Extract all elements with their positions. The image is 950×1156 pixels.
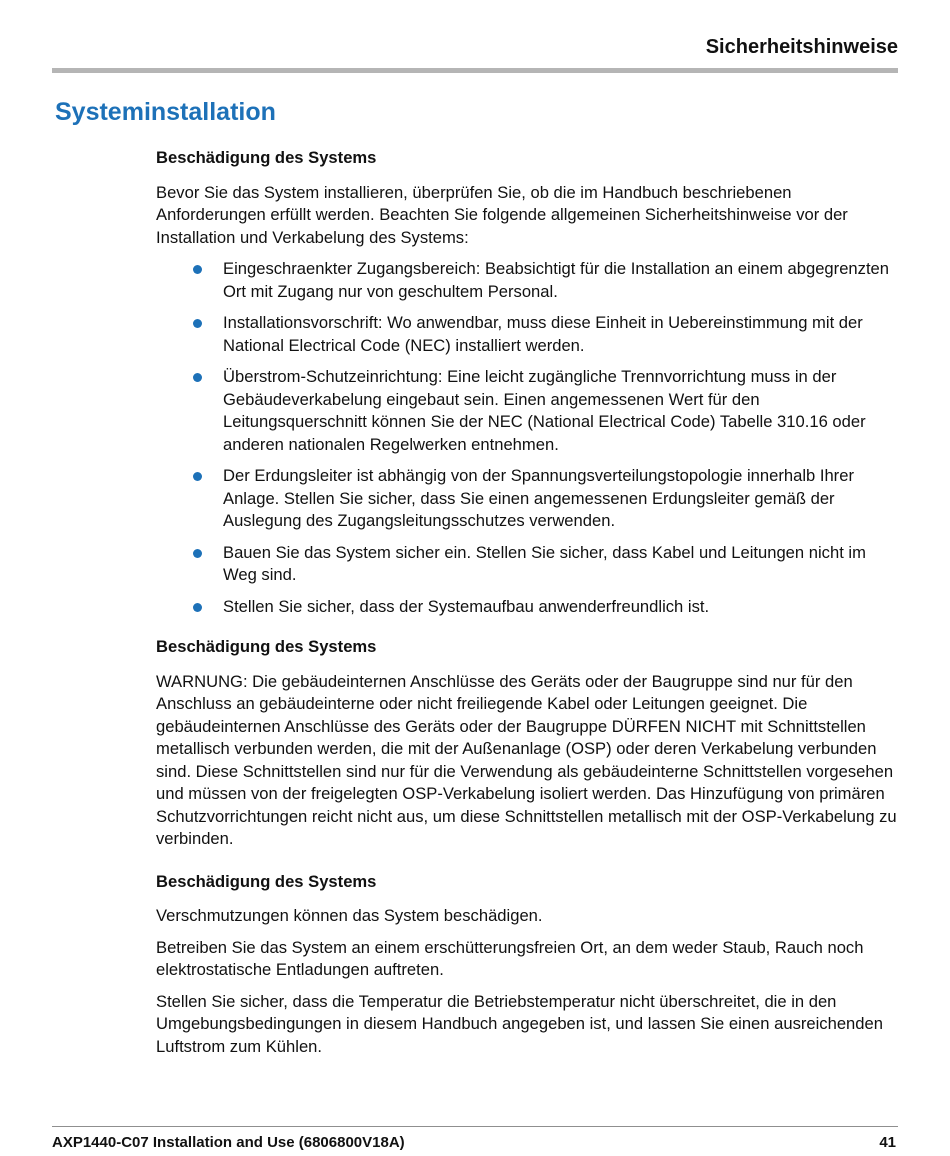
- list-item: [156, 366, 898, 456]
- section-title: Systeminstallation: [55, 98, 276, 126]
- bullet-dot-icon: [193, 265, 202, 274]
- footer-document-title: AXP1440-C07 Installation and Use (6806800V18A): [52, 1134, 405, 1151]
- bullet-dot-icon: [193, 603, 202, 612]
- warning-paragraph: WARNUNG: Die gebäudeinternen Anschlüsse des Geräts oder der Baugruppe sind nur für den Anschluss an gebäudeinterne oder nicht freiliegende Kabel oder Leitungen geeignet. Die gebäudeinternen Anschlüsse des Geräts oder der Baugruppe DÜRFEN NICHT mit Schnittstellen metallisch verbunden werden, die mit der Außenanlage (OSP) oder deren Verkabelung verbunden sind. Diese Schnittstellen sind nur für die Verwendung als gebäudeinterne Schnittstellen vorgesehen und müssen von der freigelegten OSP-Verkabelung isoliert werden. Das Hinzufügung von primären Schutzvorrichtungen reicht nicht aus, um diese Schnittstellen metallisch mit der OSP-Verkabelung zu verbinden.: [156, 671, 897, 848]
- bullet-dot-icon: [193, 549, 202, 558]
- bullet-dot-icon: [193, 472, 202, 481]
- bullet-list: [156, 258, 898, 618]
- list-item: [156, 465, 898, 533]
- body-paragraph: Bevor Sie das System installieren, überprüfen Sie, ob die im Handbuch beschriebenen Anforderungen erfüllt werden. Beachten Sie folgende allgemeinen Sicherheitshinweise vor der Installation und Verkabelung des Systems:: [156, 182, 848, 247]
- list-item-text: Installationsvorschrift: Wo anwendbar, muss diese Einheit in Uebereinstimmung mit der National Electrical Code (NEC) installiert werden.: [223, 313, 863, 355]
- list-item-text: Überstrom-Schutzeinrichtung: Eine leicht zugängliche Trennvorrichtung muss in der Gebäudeverkabelung eingebaut sein. Einen angemessenen Wert für den Leitungsquerschnitt können Sie der NEC (National Electrical Code) Tabelle 310.16 oder anderen nationalen Regelwerken entnehmen.: [223, 367, 866, 454]
- list-item: [156, 596, 898, 619]
- running-header-title: Sicherheitshinweise: [705, 36, 898, 58]
- bullet-dot-icon: [193, 373, 202, 382]
- content-block-1: [156, 147, 898, 618]
- list-item: [156, 258, 898, 303]
- page-number: 41: [879, 1134, 896, 1151]
- header-divider: [52, 68, 898, 73]
- list-item: [156, 542, 898, 587]
- block-heading: Beschädigung des Systems: [156, 871, 377, 891]
- footer-divider: [52, 1126, 898, 1127]
- list-item: [156, 312, 898, 357]
- block-heading: Beschädigung des Systems: [156, 148, 377, 167]
- page-body: [156, 147, 898, 1067]
- body-paragraph: Stellen Sie sicher, dass die Temperatur die Betriebstemperatur nicht überschreitet, die in den Umgebungsbedingungen in diesem Handbuch angegeben ist, und lassen Sie einen ausreichenden Luftstrom zum Kühlen.: [156, 991, 883, 1056]
- bullet-dot-icon: [193, 319, 202, 328]
- content-block-3: [156, 871, 898, 1059]
- content-block-2: [156, 636, 898, 851]
- list-item-text: Stellen Sie sicher, dass der Systemaufbau anwenderfreundlich ist.: [223, 596, 710, 616]
- list-item-text: Bauen Sie das System sicher ein. Stellen Sie sicher, dass Kabel und Leitungen nicht im Weg sind.: [223, 542, 866, 584]
- list-item-text: Eingeschraenkter Zugangsbereich: Beabsichtigt für die Installation an einem abgegrenzten Ort mit Zugang nur von geschultem Personal.: [223, 259, 890, 301]
- list-item-text: Der Erdungsleiter ist abhängig von der Spannungsverteilungstopologie innerhalb Ihrer Anlage. Stellen Sie sicher, dass Sie einen angemessenen Erdungsleiter gemäß der Auslegung des Zugangsleitungsschutzes verwenden.: [223, 466, 854, 530]
- block-heading: Beschädigung des Systems: [156, 637, 377, 656]
- body-paragraph: Betreiben Sie das System an einem erschütterungsfreien Ort, an dem weder Staub, Rauch noch elektrostatische Entladungen auftreten.: [156, 937, 864, 979]
- body-paragraph: Verschmutzungen können das System beschädigen.: [156, 906, 543, 925]
